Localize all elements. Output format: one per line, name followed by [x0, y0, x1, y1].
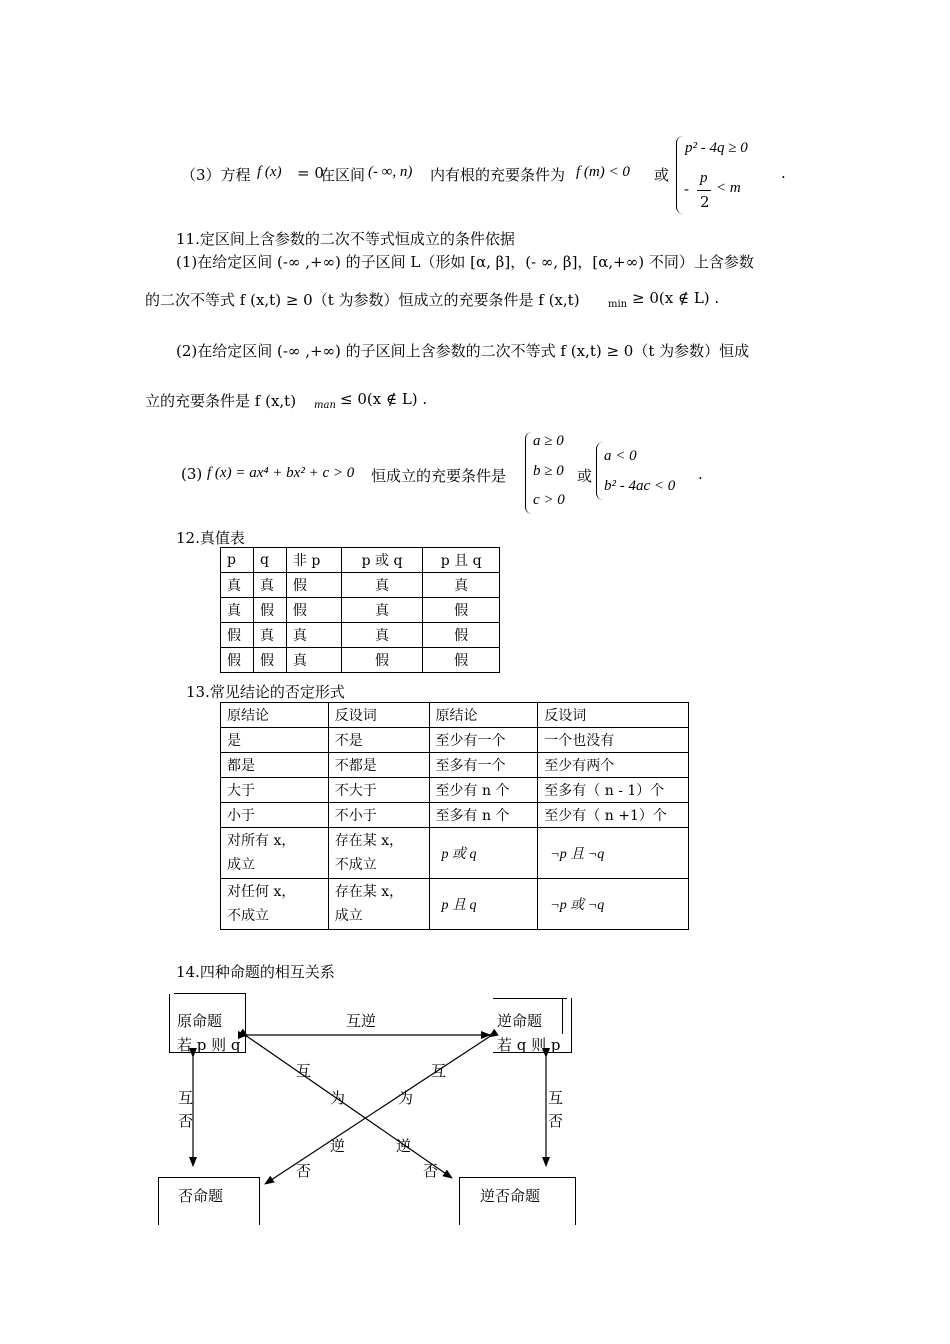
- table-cell: 是: [221, 728, 329, 753]
- label-right-2: 否: [548, 1112, 564, 1130]
- diag-label: 互: [296, 1062, 312, 1080]
- label-left-2: 否: [178, 1112, 194, 1130]
- cell-line: 不成立: [227, 908, 269, 924]
- table-cell: 小于: [221, 803, 329, 828]
- table-cell: 真: [221, 598, 254, 623]
- table-header: 原结论: [429, 703, 538, 728]
- sec11-p2-line2: 立的充要条件是 f (x,t): [145, 392, 297, 410]
- cell-line: 成立: [334, 908, 363, 924]
- sec10-has-root: 内有根的充要条件为: [430, 166, 566, 184]
- box-original-line2: 若 p 则 q: [177, 1036, 241, 1054]
- diag-label: 为: [398, 1089, 414, 1107]
- table-cell: 至少有 n 个: [429, 778, 538, 803]
- table-cell: 假: [341, 648, 423, 673]
- label-mutual-converse: 互逆: [346, 1012, 377, 1030]
- table-cell: 至多有 n 个: [429, 803, 538, 828]
- table-cell: 真: [423, 573, 500, 598]
- box-converse-line2: 若 q 则 p: [497, 1036, 561, 1054]
- cell-line: 存在某 x，: [334, 884, 404, 900]
- table-cell: 真: [286, 623, 341, 648]
- diag-label: 互: [431, 1062, 447, 1080]
- table-cell: 真: [341, 623, 423, 648]
- cell-line: 对所有 x，: [227, 833, 296, 849]
- diag-label: 逆: [396, 1137, 412, 1155]
- cell-line: 对任何 x，: [227, 884, 296, 900]
- sec11-p2-line1: (2)在给定区间 (-∞ ,+∞) 的子区间上含参数的二次不等式 f (x,t) ≥ 0（t 为参数）恒成: [176, 342, 750, 360]
- sec11-p3-end: .: [698, 465, 703, 483]
- box-original-line1: 原命题: [177, 1012, 223, 1030]
- table-cell: 真: [341, 598, 423, 623]
- sec11-p1-line1: (1)在给定区间 (-∞ ,+∞) 的子区间 L（形如 [α, β]，(- ∞, β]，[α,+∞) 不同）上含参数: [176, 253, 754, 271]
- table-cell: p 或 q: [429, 828, 538, 879]
- table-cell: 不大于: [328, 778, 429, 803]
- sec10-cond2-num: p: [700, 170, 708, 186]
- box-contrapositive-label: 逆否命题: [480, 1187, 541, 1205]
- sec12-title: 12.真值表: [176, 529, 245, 547]
- sec10-cond2-den: 2: [700, 193, 710, 211]
- table-cell: 假: [286, 598, 341, 623]
- sec10-or: 或: [654, 166, 670, 184]
- sec10-interval: (- ∞, n): [368, 164, 413, 180]
- sec10-cond2-rel: < m: [716, 180, 741, 196]
- table-header: q: [253, 548, 286, 573]
- table-cell: 假: [423, 648, 500, 673]
- sec11-p3-c3: c > 0: [533, 492, 565, 508]
- sec11-p3-formula: f (x) = ax⁴ + bx² + c > 0: [207, 465, 355, 481]
- table-cell: 至少有（ n +1）个: [538, 803, 689, 828]
- sec10-cond2-minus: -: [684, 180, 690, 198]
- table-cell: 至多有（ n - 1）个: [538, 778, 689, 803]
- table-cell: 假: [423, 598, 500, 623]
- sec13-title: 13.常见结论的否定形式: [186, 683, 345, 701]
- table-cell: 大于: [221, 778, 329, 803]
- table-cell: 真: [253, 573, 286, 598]
- sec10-fm: f (m) < 0: [576, 164, 630, 180]
- sec11-p3-or: 或: [577, 467, 593, 485]
- sec11-p1-tail: ≥ 0(x ∉ L) .: [632, 289, 720, 307]
- table-header: p 且 q: [423, 548, 500, 573]
- label-right-1: 互: [548, 1089, 564, 1107]
- arrow-diagonal-1: [248, 1037, 452, 1178]
- sec11-p3-d2: b² - 4ac < 0: [604, 478, 676, 494]
- table-header: 反设词: [328, 703, 429, 728]
- cell-line: 不成立: [334, 857, 377, 873]
- table-cell: 真: [221, 573, 254, 598]
- sec10-prefix: （3）方程: [181, 166, 251, 184]
- diag-label: 否: [296, 1162, 312, 1180]
- table-cell: 真: [286, 648, 341, 673]
- table-header: p: [221, 548, 254, 573]
- table-cell: 至多有一个: [429, 753, 538, 778]
- sec11-p1-sub: min: [608, 299, 628, 310]
- diag-label: 逆: [330, 1137, 346, 1155]
- cell-line: 成立: [227, 857, 255, 873]
- table-cell: 不小于: [328, 803, 429, 828]
- table-cell: 真: [341, 573, 423, 598]
- table-cell: 真: [253, 623, 286, 648]
- table-cell: ¬p 或 ¬q: [538, 879, 689, 930]
- sec11-p3-d1: a < 0: [604, 448, 637, 464]
- sec11-title: 11.定区间上含参数的二次不等式恒成立的条件依据: [176, 230, 515, 248]
- sec11-p2-sub: man: [314, 400, 336, 411]
- table-header: 非 p: [286, 548, 341, 573]
- sec11-p3-text: 恒成立的充要条件是: [371, 467, 507, 485]
- table-cell: 不都是: [328, 753, 429, 778]
- label-left-1: 互: [178, 1089, 194, 1107]
- table-cell: 假: [253, 598, 286, 623]
- sec10-in-interval: 在区间: [320, 166, 366, 184]
- table-cell: 都是: [221, 753, 329, 778]
- table-cell: 假: [423, 623, 500, 648]
- table-header: 原结论: [221, 703, 329, 728]
- table-cell: 假: [253, 648, 286, 673]
- cell-line: 存在某 x，: [334, 833, 404, 849]
- sec11-p3-c2: b ≥ 0: [533, 463, 564, 479]
- sec11-p1-line2: 的二次不等式 f (x,t) ≥ 0（t 为参数）恒成立的充要条件是 f (x,t): [145, 291, 580, 309]
- sec10-end: .: [781, 164, 786, 182]
- table-cell: 至少有一个: [429, 728, 538, 753]
- table-header: p 或 q: [341, 548, 423, 573]
- box-converse-line1: 逆命题: [497, 1012, 543, 1030]
- sec10-eq0: = 0: [297, 164, 324, 182]
- table-cell: p 且 q: [429, 879, 538, 930]
- diag-label: 否: [423, 1162, 439, 1180]
- sec14-title: 14.四种命题的相互关系: [176, 963, 335, 981]
- table-cell: 假: [286, 573, 341, 598]
- table-cell: 假: [221, 623, 254, 648]
- table-cell: 不是: [328, 728, 429, 753]
- table-header: 反设词: [538, 703, 689, 728]
- sec10-fx: f (x): [257, 164, 282, 180]
- sec11-p3-c1: a ≥ 0: [533, 433, 564, 449]
- sec11-p2-tail: ≤ 0(x ∉ L) .: [340, 390, 428, 408]
- table-cell: 假: [221, 648, 254, 673]
- sec10-cond1: p² - 4q ≥ 0: [685, 140, 748, 156]
- table-cell: ¬p 且 ¬q: [538, 828, 689, 879]
- table-cell: 一个也没有: [538, 728, 689, 753]
- diag-label: 为: [330, 1089, 346, 1107]
- table-cell: 至少有两个: [538, 753, 689, 778]
- sec11-p3-prefix: (3): [181, 465, 203, 483]
- box-inverse-label: 否命题: [178, 1187, 224, 1205]
